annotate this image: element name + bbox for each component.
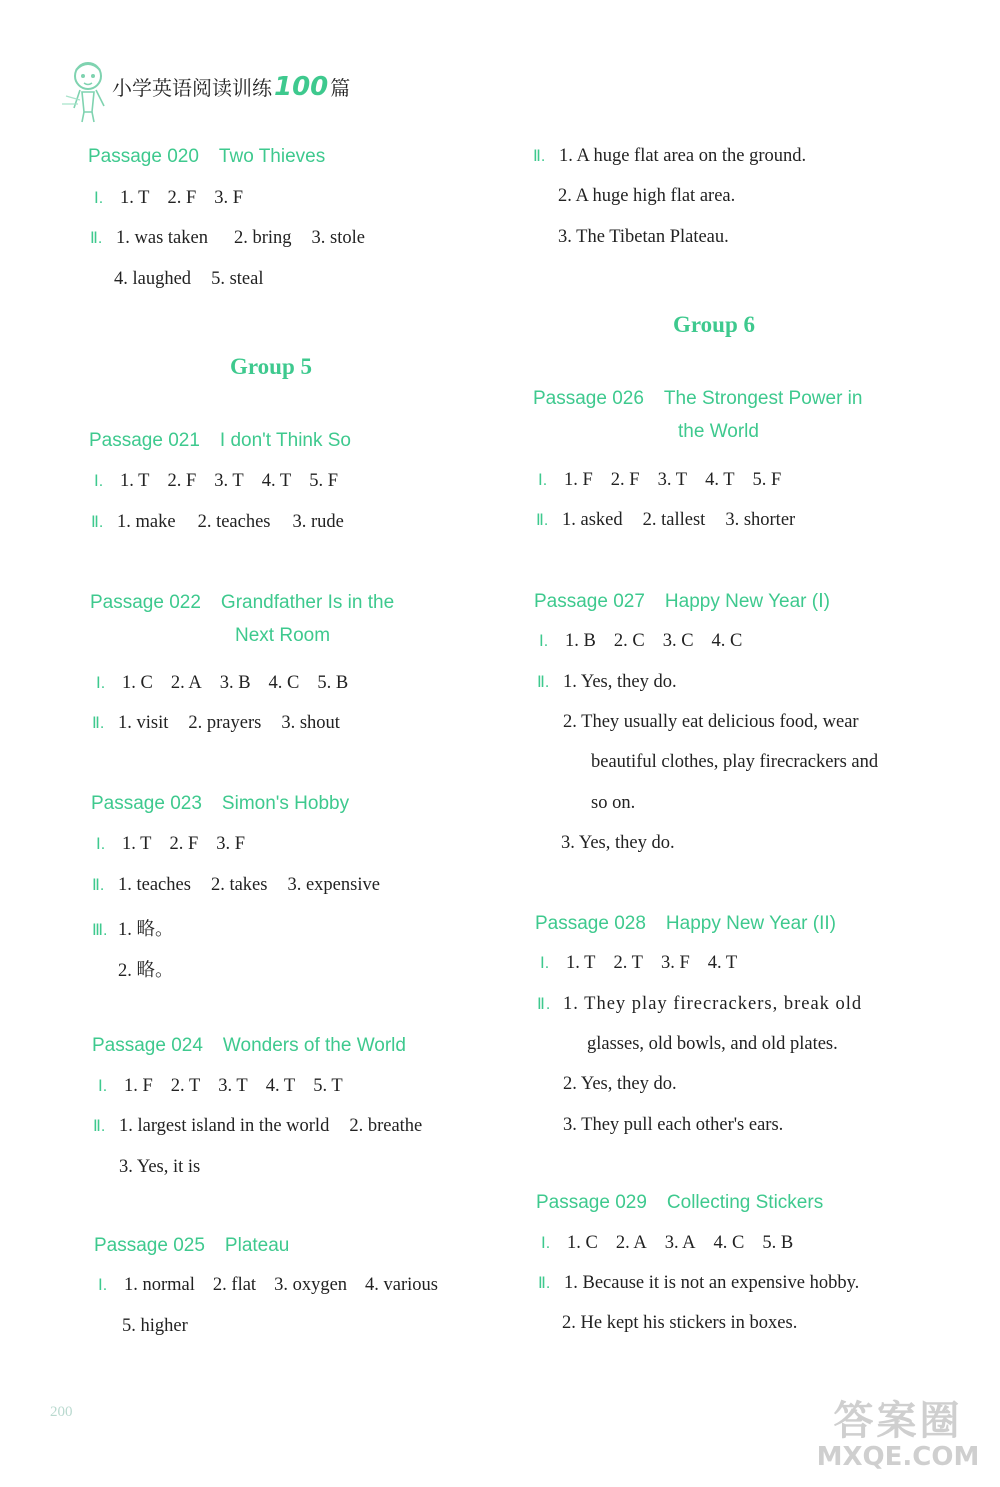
- answer-line: Ⅱ. 1. teaches 2. takes 3. expensive: [92, 875, 380, 895]
- answer-line: Ⅱ. 1. Because it is not an expensive hobby.: [538, 1273, 860, 1293]
- answer-line: Ⅰ. 1. B 2. C 3. C 4. C: [539, 631, 743, 651]
- passage-title: Passage 027 Happy New Year (Ⅰ): [534, 591, 830, 612]
- answer-line: so on.: [591, 793, 636, 813]
- answer-line: 5. higher: [122, 1316, 188, 1336]
- answer-line: 2. Yes, they do.: [563, 1074, 677, 1094]
- passage-title: Passage 028 Happy New Year (II): [535, 913, 836, 934]
- answer-line: Ⅱ. 1. make 2. teaches 3. rude: [91, 512, 344, 532]
- answer-line: Ⅱ. 1. visit 2. prayers 3. shout: [92, 713, 340, 733]
- site-watermark: 答案圈 MXQE.COM: [816, 1398, 980, 1472]
- answer-line: 3. Yes, it is: [119, 1157, 201, 1177]
- passage-title: Passage 024 Wonders of the World: [92, 1035, 406, 1056]
- answer-line: 3. They pull each other's ears.: [563, 1115, 784, 1135]
- answer-line: Ⅱ. 1. largest island in the world 2. breathe: [93, 1116, 423, 1136]
- answer-line: Ⅱ. 1. was taken 2. bring 3. stole: [90, 228, 365, 248]
- answer-line: Ⅰ. 1. C 2. A 3. A 4. C 5. B: [541, 1233, 794, 1253]
- passage-title: Passage 023 Simon's Hobby: [91, 793, 350, 814]
- answer-line: 2. They usually eat delicious food, wear: [563, 712, 859, 732]
- passage-title: Passage 020 Two Thieves: [88, 146, 326, 167]
- page-number: 200: [50, 1404, 73, 1420]
- answer-line: Ⅰ. 1. T 2. T 3. F 4. T: [540, 953, 738, 973]
- answer-line: Ⅰ. 1. normal 2. flat 3. oxygen 4. various: [98, 1275, 438, 1295]
- answer-line: Ⅱ. 1. A huge flat area on the ground.: [533, 146, 807, 166]
- answer-line: Ⅰ. 1. F 2. F 3. T 4. T 5. F: [538, 470, 782, 490]
- answer-line: 3. Yes, they do.: [561, 833, 675, 853]
- passage-title: Passage 025 Plateau: [94, 1235, 290, 1256]
- mascot-boy-icon: [60, 56, 112, 126]
- passage-title: Passage 029 Collecting Stickers: [536, 1192, 824, 1213]
- answer-line: 3. The Tibetan Plateau.: [558, 227, 729, 247]
- group-title: Group 6: [673, 312, 756, 337]
- passage-title: Passage 026 The Strongest Power in the World: [533, 388, 863, 442]
- answer-line: Ⅱ. 1. asked 2. tallest 3. shorter: [536, 510, 796, 530]
- answer-line: Ⅱ. 1. They play firecrackers, break old: [537, 994, 863, 1014]
- answer-line: Ⅰ. 1. T 2. F 3. F: [96, 834, 246, 854]
- answer-line: Ⅱ. 1. Yes, they do.: [537, 672, 677, 692]
- answer-line: Ⅰ. 1. T 2. F 3. T 4. T 5. F: [94, 471, 338, 491]
- answer-line: 2. A huge high flat area.: [558, 186, 736, 206]
- answer-line: 4. laughed 5. steal: [114, 269, 264, 289]
- answer-line: glasses, old bowls, and old plates.: [587, 1034, 838, 1054]
- passage-title: Passage 021 I don't Think So: [89, 430, 352, 451]
- answer-line: 2. He kept his stickers in boxes.: [562, 1313, 798, 1333]
- group-title: Group 5: [230, 354, 313, 379]
- answer-line: 2. 略。: [118, 961, 174, 981]
- book-title: 小学英语阅读训练100 篇: [112, 72, 351, 102]
- answer-line: beautiful clothes, play firecrackers and: [591, 752, 879, 772]
- answer-line: Ⅰ. 1. F 2. T 3. T 4. T 5. T: [98, 1076, 343, 1096]
- answer-line: Ⅲ. 1. 略。: [92, 920, 174, 940]
- answer-line: Ⅰ. 1. C 2. A 3. B 4. C 5. B: [96, 673, 349, 693]
- passage-title: Passage 022 Grandfather Is in the Next Room: [90, 592, 395, 646]
- answer-line: Ⅰ. 1. T 2. F 3. F: [94, 188, 244, 208]
